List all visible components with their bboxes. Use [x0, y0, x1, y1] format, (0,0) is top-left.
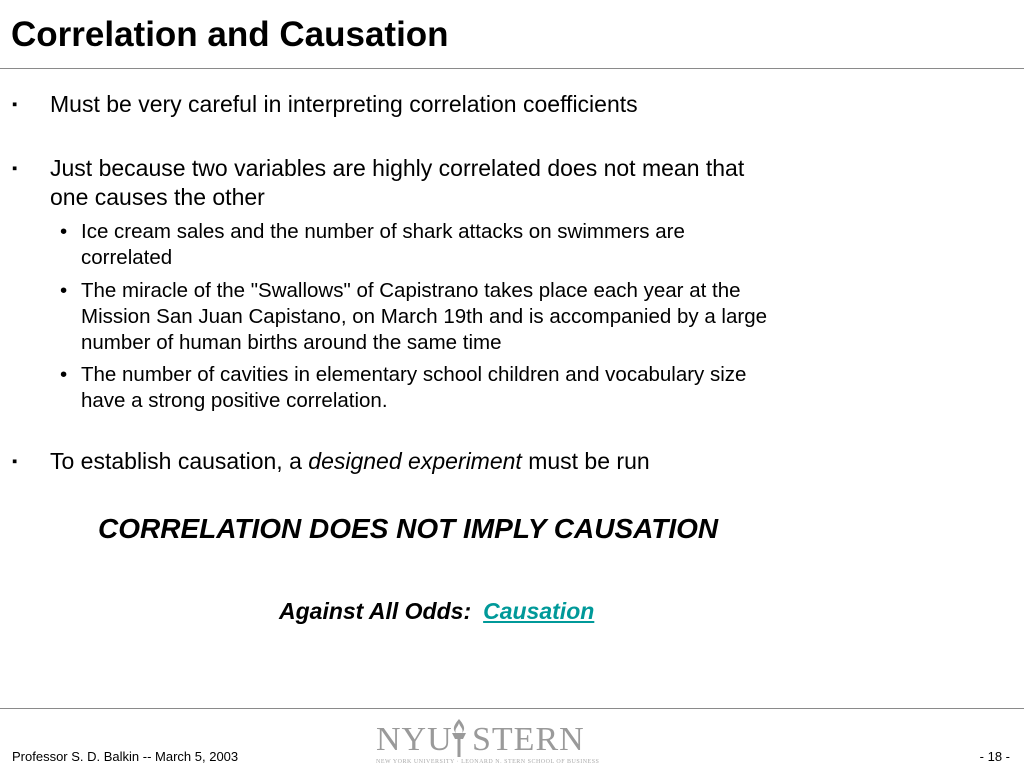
dot-bullet-icon: •: [60, 279, 68, 302]
logo-stern-text: STERN: [472, 721, 585, 758]
page-number: - 18 -: [979, 749, 1010, 764]
square-bullet-icon: ▪: [12, 160, 18, 177]
bullet-text: [50, 447, 650, 476]
sub-bullet-text-line: Ice cream sales and the number of shark attacks on swimmers are: [81, 220, 685, 243]
logo-nyu-text: NYU: [376, 721, 453, 758]
sub-bullet-text-line: number of human births around the same time: [81, 331, 502, 354]
square-bullet-icon: ▪: [12, 453, 18, 470]
dot-bullet-icon: •: [60, 220, 68, 243]
bullet-text: Must be very careful in interpreting correlation coefficients: [50, 91, 638, 117]
causation-link[interactable]: Causation: [483, 598, 595, 624]
square-bullet-icon: ▪: [12, 96, 18, 113]
dot-bullet-icon: •: [60, 363, 68, 386]
title-divider: [0, 68, 1024, 69]
bullet-text-line: Just because two variables are highly correlated does not mean that: [50, 155, 745, 181]
bullet-emphasis: designed experiment: [308, 448, 522, 474]
sub-bullet-text-line: Mission San Juan Capistano, on March 19th and is accompanied by a large: [81, 305, 768, 328]
sub-bullet-text-line: The miracle of the "Swallows" of Capistrano takes place each year at the: [81, 279, 741, 302]
torch-icon: [448, 717, 470, 759]
sub-bullet-text-line: have a strong positive correlation.: [81, 389, 388, 412]
bullet-text-before: To establish causation, a: [50, 448, 309, 474]
footer-divider: [0, 708, 1024, 709]
video-reference-label: Against All Odds:: [279, 598, 472, 624]
nyu-stern-logo: [372, 713, 600, 767]
footer-author-date: Professor S. D. Balkin -- March 5, 2003: [12, 749, 239, 764]
video-reference: [279, 596, 594, 626]
slide-title: Correlation and Causation: [11, 15, 449, 54]
sub-bullet-text-line: correlated: [81, 246, 173, 269]
bullet-text-after: must be run: [521, 448, 650, 474]
sub-bullet-text-line: The number of cavities in elementary school children and vocabulary size: [81, 363, 747, 386]
headline: CORRELATION DOES NOT IMPLY CAUSATION: [98, 513, 719, 544]
logo-tagline: NEW YORK UNIVERSITY · LEONARD N. STERN SCHOOL OF BUSINESS: [376, 759, 600, 765]
bullet-text-line: one causes the other: [50, 184, 265, 210]
